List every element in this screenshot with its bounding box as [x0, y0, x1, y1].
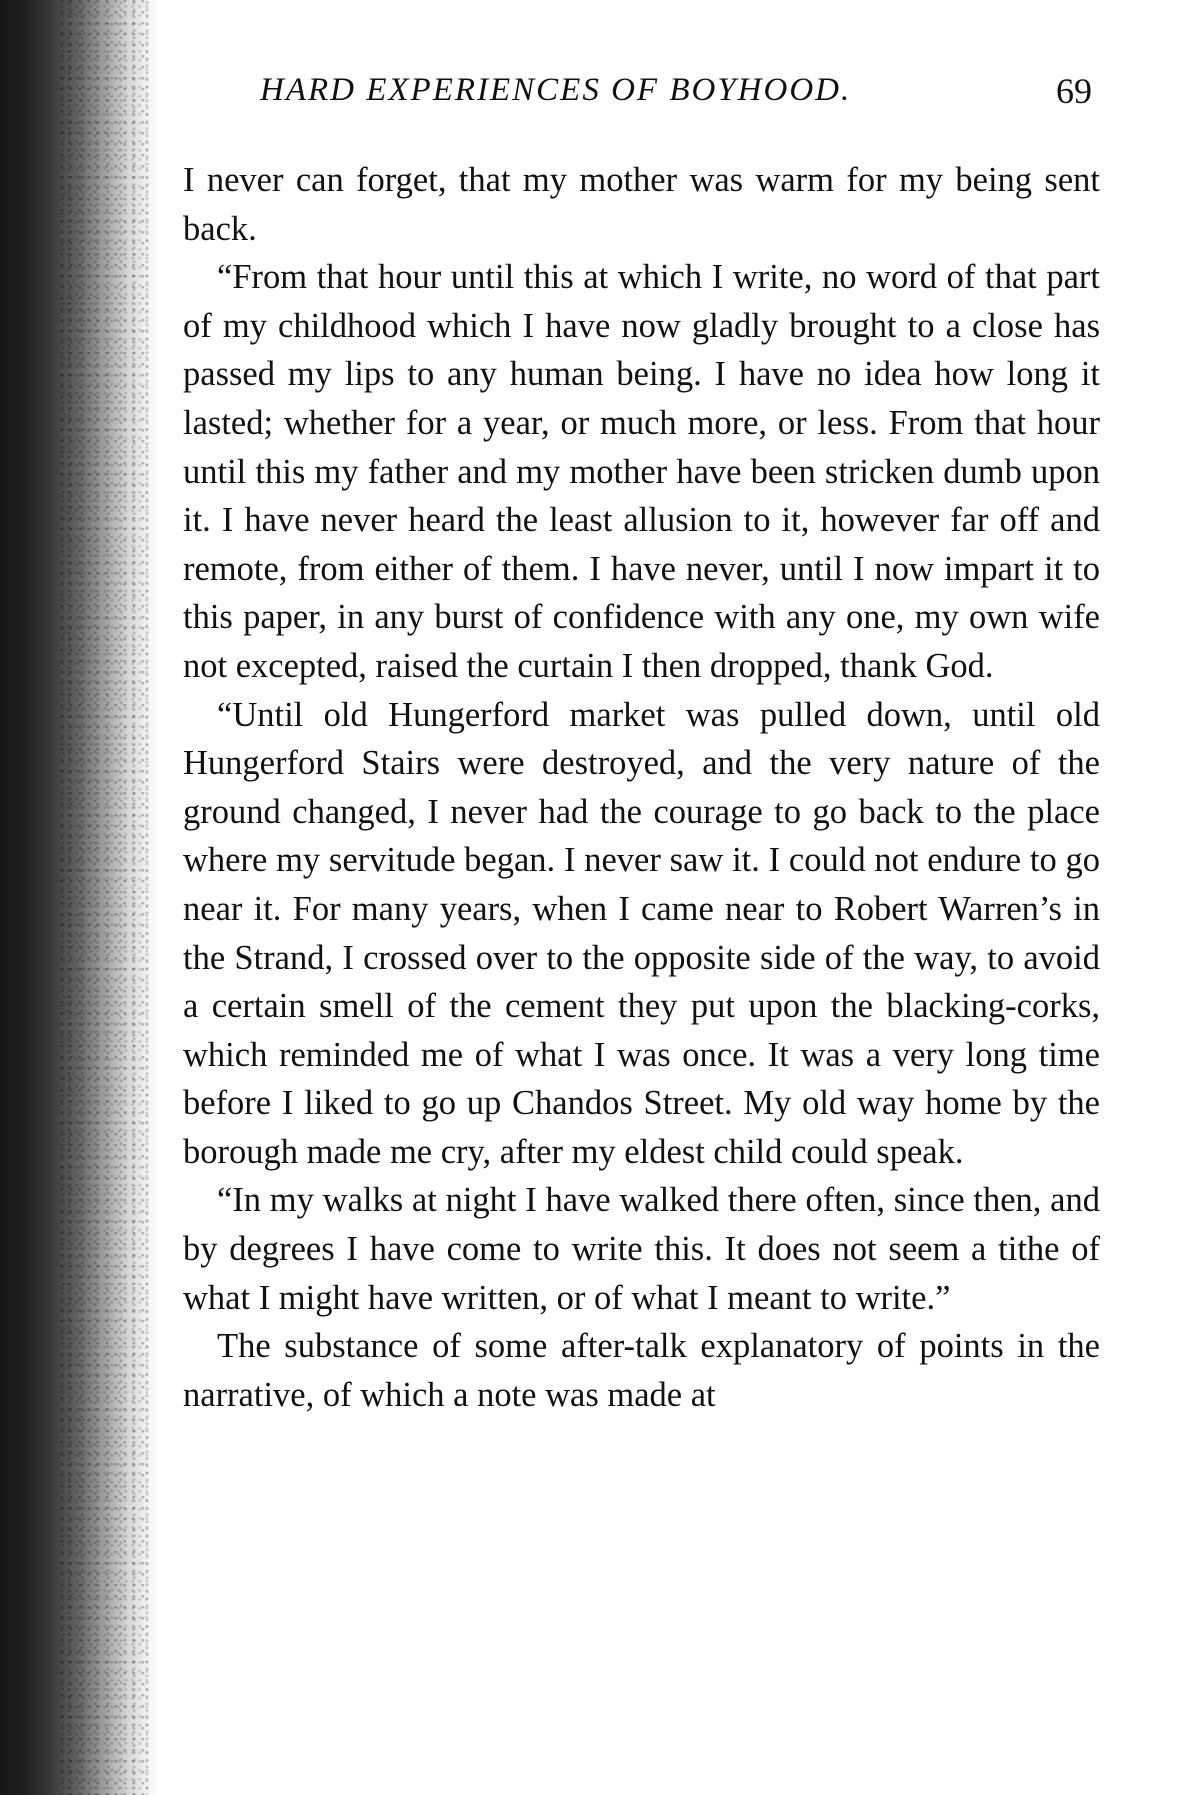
running-title: HARD EXPERIENCES OF BOYHOOD.: [260, 72, 852, 108]
body-text: [183, 156, 1100, 1419]
running-header: [260, 68, 1100, 118]
paragraph-1: I never can forget, that my mother was warm for my being sent back.: [183, 161, 1100, 248]
paragraph-4: “In my walks at night I have walked there often, since then, and by degrees I have come to write this. It does not seem a tithe of what I might have written, or of what I meant to write.”: [183, 1181, 1100, 1317]
page-number: 69: [1056, 71, 1092, 111]
scan-speckle: [60, 0, 150, 1795]
paragraph-5: The substance of some after-talk explanatory of points in the narrative, of which a note was made at: [183, 1327, 1100, 1414]
paragraph-3: “Until old Hungerford market was pulled down, until old Hungerford Stairs were destroyed, and the very nature of the ground changed, I never had the courage to go back to the place where my servitude began. I never saw it. I could not endure to go near it. For many years, when I came near to Robert Warren’s in the Strand, I crossed over to the opposite side of the way, to avoid a certain smell of the cement they put upon the blacking-corks, which reminded me of what I was once. It was a very long time before I liked to go up Chandos Street. My old way home by the borough made me cry, after my eldest child could speak.: [183, 695, 1100, 1171]
paragraph-2: “From that hour until this at which I write, no word of that part of my childhood which I have now gladly brought to a close has passed my lips to any human being. I have no idea how long it lasted; whether for a year, or much more, or less. From that hour until this my father and my mother have been stricken dumb upon it. I have never heard the least allusion to it, however far off and remote, from either of them. I have never, until I now impart it to this paper, in any burst of confidence with any one, my own wife not excepted, raised the curtain I then dropped, thank God.: [183, 258, 1100, 685]
